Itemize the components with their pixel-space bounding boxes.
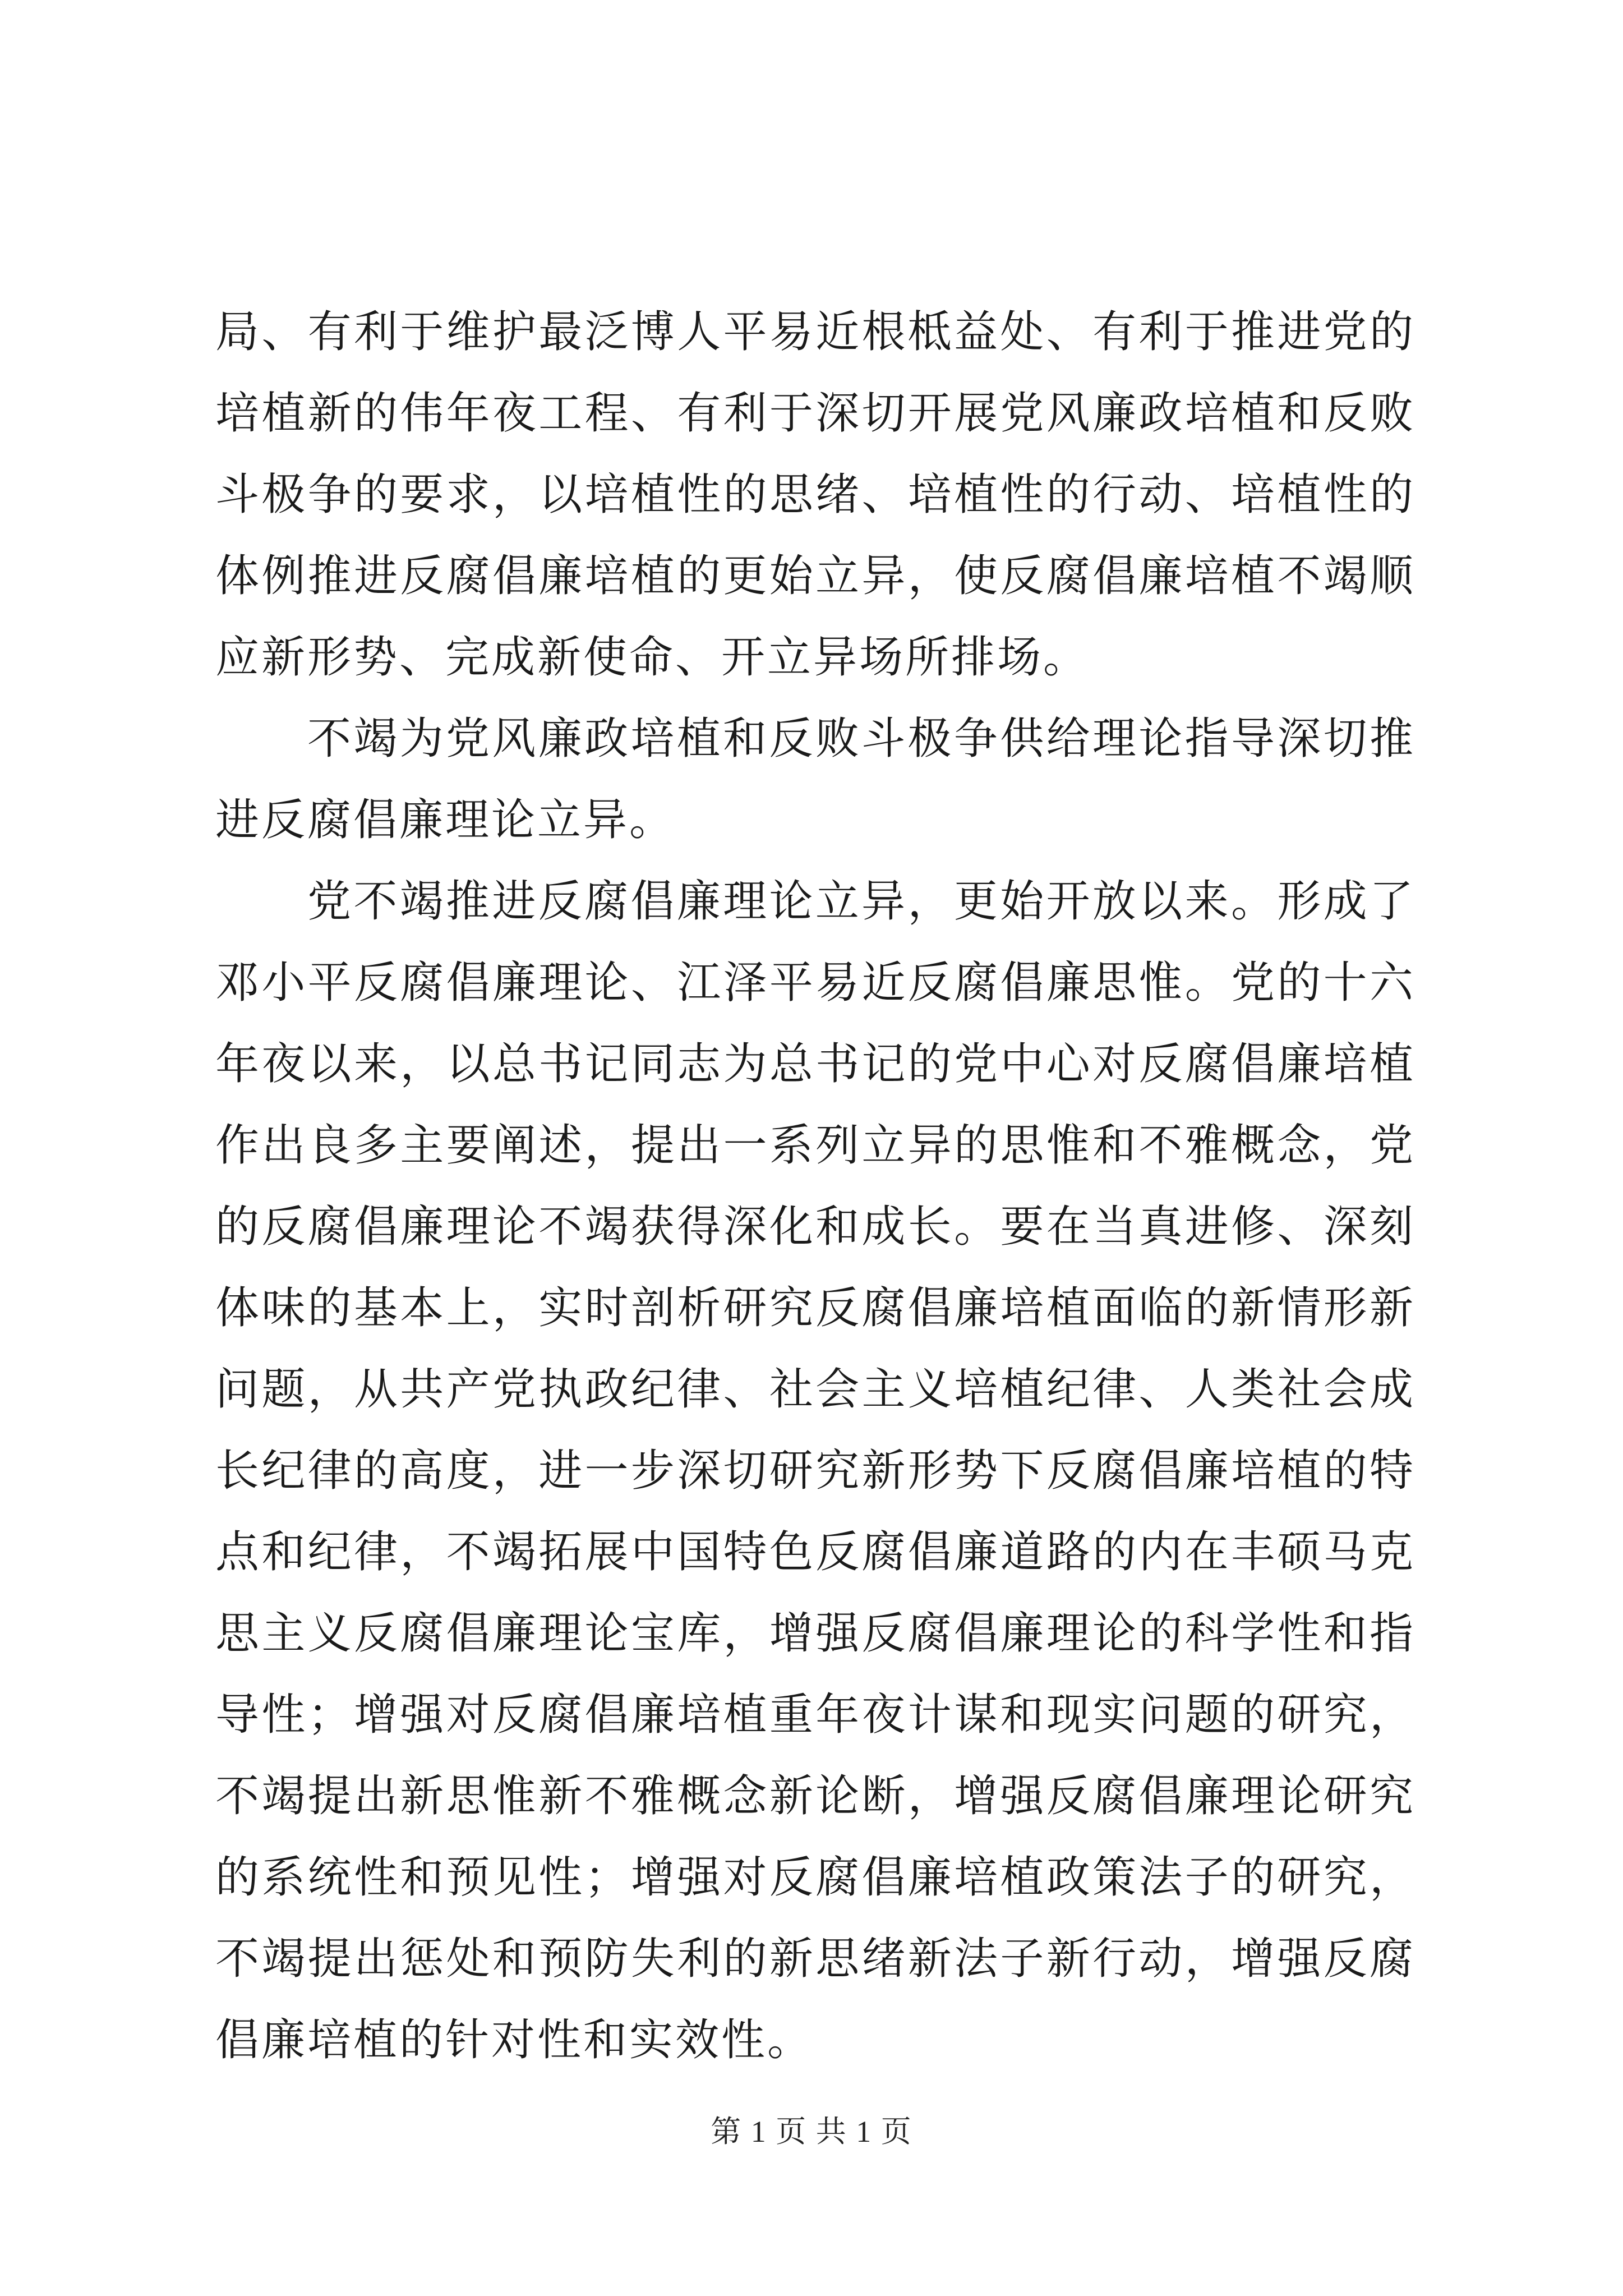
paragraph-3: 党不竭推进反腐倡廉理论立异，更始开放以来。形成了邓小平反腐倡廉理论、江泽平易近反腐倡廉思惟。党的十六年夜以来，以总书记同志为总书记的党中心对反腐倡廉培植作出良多主要阐述，提出一系列立异的思惟和不雅概念，党的反腐倡廉理论不竭获得深化和成长。要在当真进修、深刻体味的基本上，实时剖析研究反腐倡廉培植面临的新情形新问题，从共产党执政纪律、社会主义培植纪律、人类社会成长纪律的高度，进一步深切研究新形势下反腐倡廉培植的特点和纪律，不竭拓展中国特色反腐倡廉道路的内在丰硕马克思主义反腐倡廉理论宝库，增强反腐倡廉理论的科学性和指导性；增强对反腐倡廉培植重年夜计谋和现实问题的研究，不竭提出新思惟新不雅概念新论断，增强反腐倡廉理论研究的系统性和预见性；增强对反腐倡廉培植政策法子的研究，不竭提出惩处和预防失利的新思绪新法子新行动，增强反腐倡廉培植的针对性和实效性。	[215, 876, 1415, 2065]
paragraph-2: 不竭为党风廉政培植和反败斗极争供给理论指导深切推进反腐倡廉理论立异。	[215, 714, 1415, 845]
paragraph-1: 局、有利于维护最泛博人平易近根柢益处、有利于推进党的培植新的伟年夜工程、有利于深切开展党风廉政培植和反败斗极争的要求，以培植性的思绪、培植性的行动、培植性的体例推进反腐倡廉培植的更始立异，使反腐倡廉培植不竭顺应新形势、完成新使命、开立异场所排场。	[215, 307, 1415, 683]
page-number-footer: 第 1 页 共 1 页	[711, 2115, 912, 2148]
document-body	[215, 292, 1415, 2081]
